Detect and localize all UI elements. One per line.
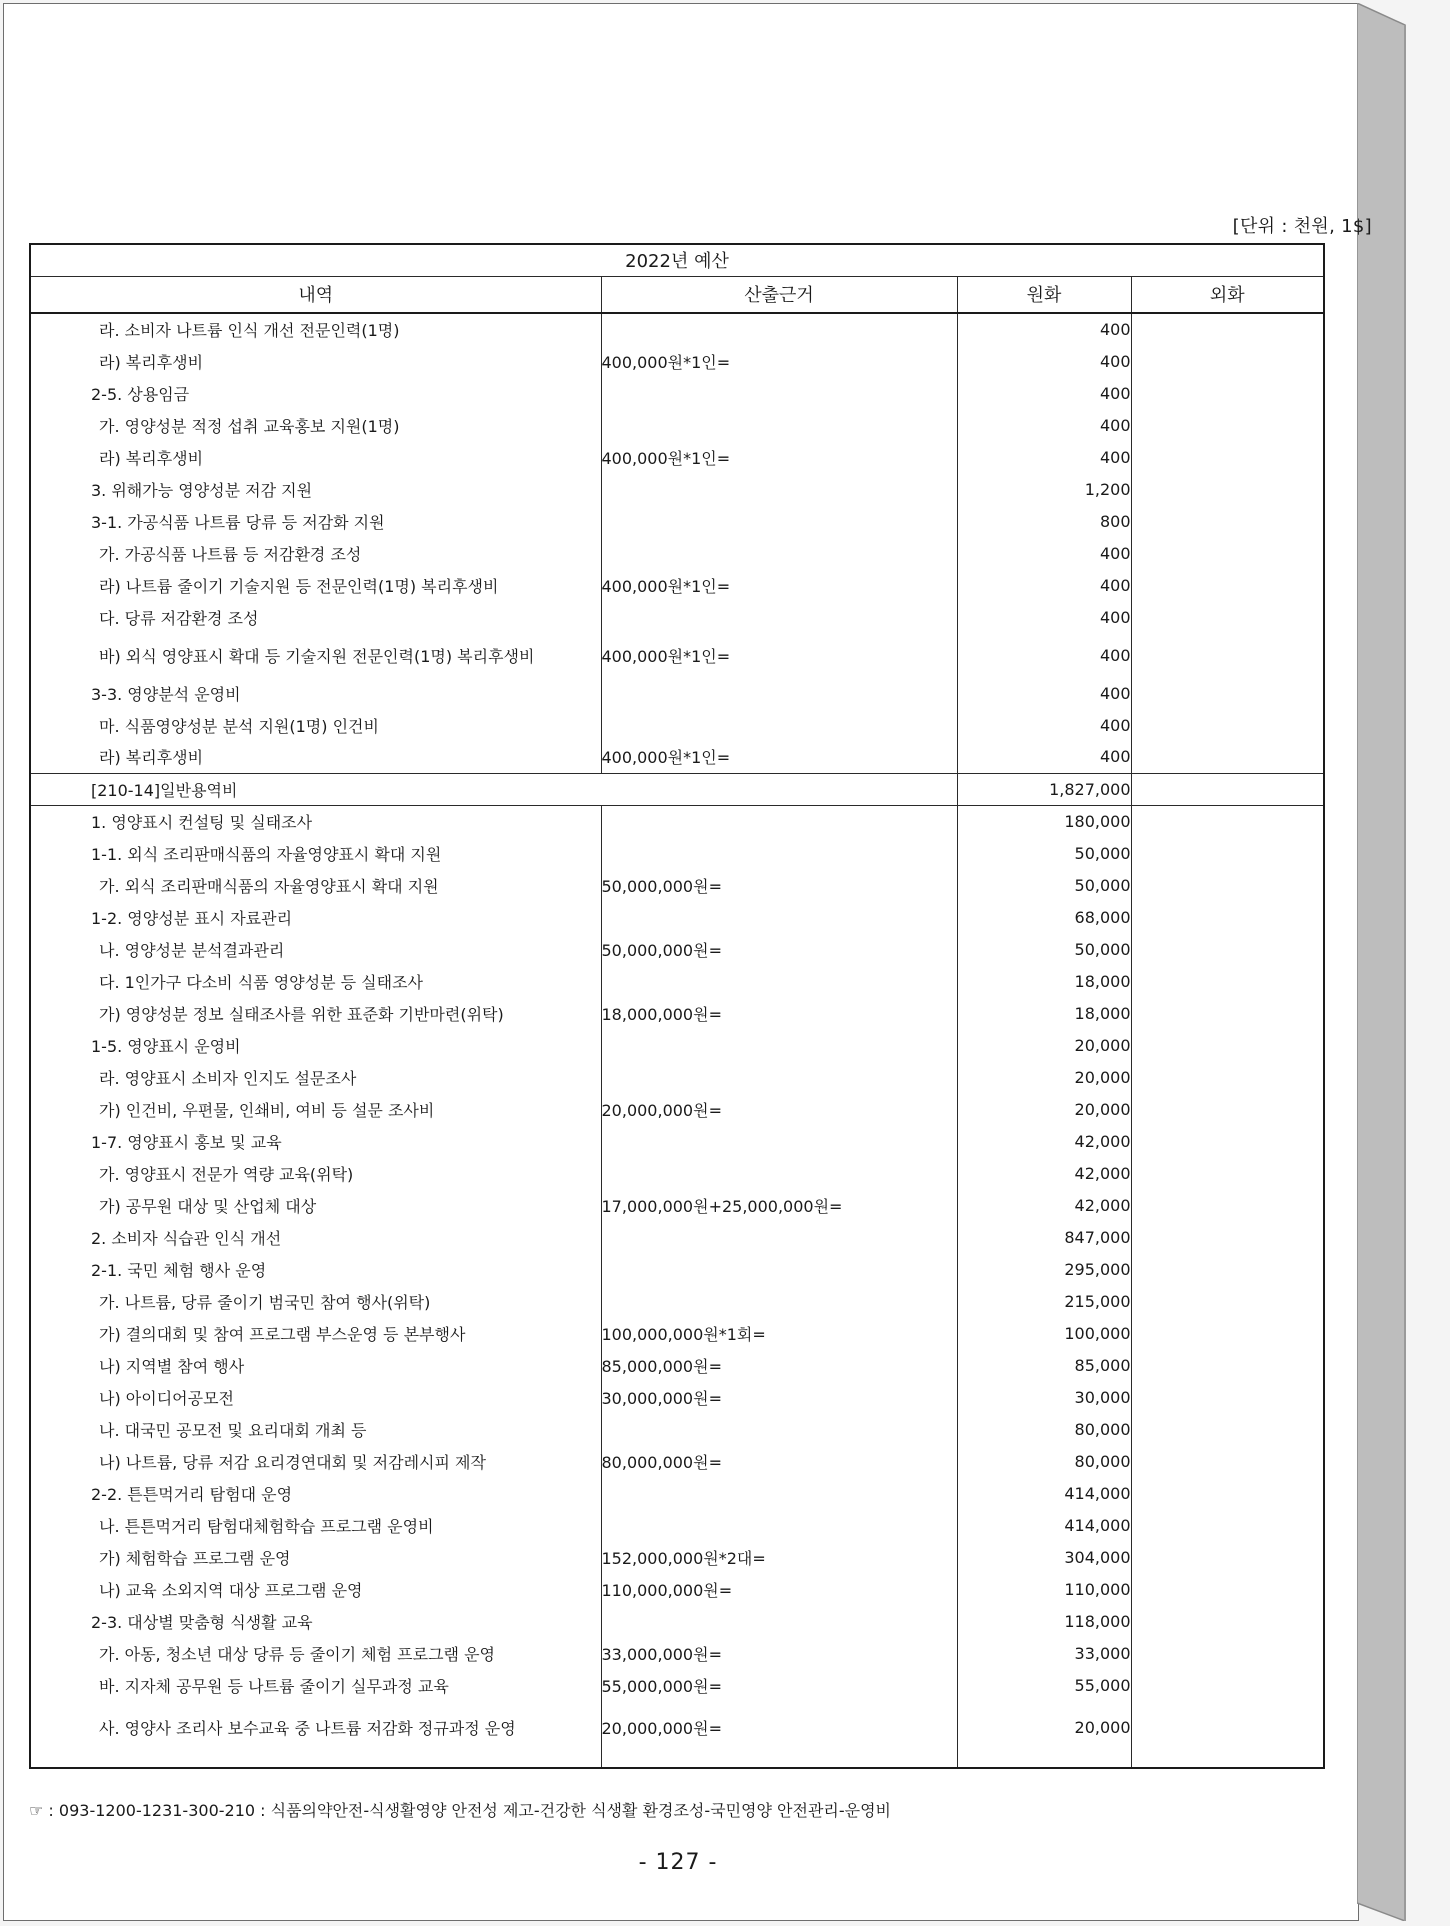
row-basis <box>601 965 957 997</box>
table-row <box>30 1125 1324 1157</box>
table-row <box>30 1285 1324 1317</box>
header-krw: 원화 <box>957 276 1131 313</box>
table-row <box>30 633 1324 677</box>
row-item: 바) 외식 영양표시 확대 등 기술지원 전문인력(1명) 복리후생비 <box>30 633 601 677</box>
row-krw-amount: 85,000 <box>957 1349 1131 1381</box>
table-row <box>30 1477 1324 1509</box>
row-krw-amount: 55,000 <box>957 1669 1131 1701</box>
row-fx-amount <box>1131 313 1324 345</box>
row-krw-amount: 295,000 <box>957 1253 1131 1285</box>
row-fx-amount <box>1131 1189 1324 1221</box>
row-krw-amount: 400 <box>957 709 1131 741</box>
table-row <box>30 1157 1324 1189</box>
row-fx-amount <box>1131 633 1324 677</box>
table-row <box>30 677 1324 709</box>
row-item: [210-14]일반용역비 <box>30 773 601 805</box>
row-krw-amount: 33,000 <box>957 1637 1131 1669</box>
table-row <box>30 473 1324 505</box>
row-fx-amount <box>1131 345 1324 377</box>
table-row <box>30 997 1324 1029</box>
row-fx-amount <box>1131 537 1324 569</box>
row-fx-amount <box>1131 1061 1324 1093</box>
row-krw-amount: 304,000 <box>957 1541 1131 1573</box>
row-basis <box>601 805 957 837</box>
row-basis <box>601 1477 957 1509</box>
budget-table <box>29 243 1325 1769</box>
table-row <box>30 965 1324 997</box>
row-item: 2-5. 상용임금 <box>30 377 601 409</box>
row-basis <box>601 1509 957 1541</box>
row-fx-amount <box>1131 837 1324 869</box>
row-basis: 400,000원*1인= <box>601 741 957 773</box>
row-krw-amount: 20,000 <box>957 1061 1131 1093</box>
row-basis: 50,000,000원= <box>601 933 957 965</box>
table-row <box>30 901 1324 933</box>
row-item: 나. 튼튼먹거리 탐험대체험학습 프로그램 운영비 <box>30 1509 601 1541</box>
page-number: - 127 - <box>638 1850 718 1875</box>
row-fx-amount <box>1131 1381 1324 1413</box>
row-item: 1-2. 영양성분 표시 자료관리 <box>30 901 601 933</box>
row-item: 사. 영양사 조리사 보수교육 중 나트륨 저감화 정규과정 운영 <box>30 1701 601 1753</box>
row-basis: 152,000,000원*2대= <box>601 1541 957 1573</box>
row-basis <box>601 1285 957 1317</box>
row-krw-amount: 800 <box>957 505 1131 537</box>
row-krw-amount: 400 <box>957 537 1131 569</box>
row-basis: 400,000원*1인= <box>601 345 957 377</box>
table-row <box>30 1061 1324 1093</box>
table-row <box>30 1189 1324 1221</box>
row-krw-amount: 400 <box>957 601 1131 633</box>
row-item: 라) 나트륨 줄이기 기술지원 등 전문인력(1명) 복리후생비 <box>30 569 601 601</box>
row-krw-amount: 80,000 <box>957 1445 1131 1477</box>
row-basis <box>601 1029 957 1061</box>
row-fx-amount <box>1131 1701 1324 1753</box>
row-item: 1-1. 외식 조리판매식품의 자율영양표시 확대 지원 <box>30 837 601 869</box>
row-fx-amount <box>1131 1253 1324 1285</box>
row-fx-amount <box>1131 869 1324 901</box>
row-basis <box>601 1413 957 1445</box>
table-row <box>30 1029 1324 1061</box>
table-row <box>30 1509 1324 1541</box>
row-krw-amount: 50,000 <box>957 869 1131 901</box>
filler-cell <box>601 1753 957 1768</box>
row-fx-amount <box>1131 1093 1324 1125</box>
row-item: 1-5. 영양표시 운영비 <box>30 1029 601 1061</box>
row-item: 바. 지자체 공무원 등 나트륨 줄이기 실무과정 교육 <box>30 1669 601 1701</box>
row-krw-amount: 20,000 <box>957 1701 1131 1753</box>
row-item: 라) 복리후생비 <box>30 345 601 377</box>
table-row <box>30 933 1324 965</box>
row-item: 다. 당류 저감환경 조성 <box>30 601 601 633</box>
row-fx-amount <box>1131 677 1324 709</box>
row-fx-amount <box>1131 741 1324 773</box>
header-fx: 외화 <box>1131 276 1324 313</box>
row-basis <box>601 1157 957 1189</box>
row-item: 가. 나트륨, 당류 줄이기 범국민 참여 행사(위탁) <box>30 1285 601 1317</box>
row-item: 나) 지역별 참여 행사 <box>30 1349 601 1381</box>
row-item: 가. 가공식품 나트륨 등 저감환경 조성 <box>30 537 601 569</box>
table-row <box>30 1349 1324 1381</box>
row-krw-amount: 118,000 <box>957 1605 1131 1637</box>
page-edge-shadow <box>1357 3 1421 1921</box>
row-krw-amount: 847,000 <box>957 1221 1131 1253</box>
row-krw-amount: 414,000 <box>957 1509 1131 1541</box>
row-krw-amount: 400 <box>957 377 1131 409</box>
row-fx-amount <box>1131 997 1324 1029</box>
row-krw-amount: 414,000 <box>957 1477 1131 1509</box>
row-krw-amount: 50,000 <box>957 837 1131 869</box>
table-row <box>30 837 1324 869</box>
row-item: 라. 영양표시 소비자 인지도 설문조사 <box>30 1061 601 1093</box>
row-basis: 110,000,000원= <box>601 1573 957 1605</box>
row-basis <box>601 505 957 537</box>
row-basis: 100,000,000원*1회= <box>601 1317 957 1349</box>
row-fx-amount <box>1131 377 1324 409</box>
row-basis: 20,000,000원= <box>601 1093 957 1125</box>
row-basis <box>601 1125 957 1157</box>
table-row <box>30 409 1324 441</box>
row-fx-amount <box>1131 1605 1324 1637</box>
row-basis: 400,000원*1인= <box>601 441 957 473</box>
header-basis: 산출근거 <box>601 276 957 313</box>
row-item: 가) 결의대회 및 참여 프로그램 부스운영 등 본부행사 <box>30 1317 601 1349</box>
row-fx-amount <box>1131 1285 1324 1317</box>
table-row <box>30 709 1324 741</box>
table-row <box>30 1541 1324 1573</box>
filler-cell <box>30 1753 601 1768</box>
row-krw-amount: 42,000 <box>957 1125 1131 1157</box>
row-fx-amount <box>1131 601 1324 633</box>
row-fx-amount <box>1131 709 1324 741</box>
table-filler-row <box>30 1753 1324 1768</box>
row-item: 3. 위해가능 영양성분 저감 지원 <box>30 473 601 505</box>
table-row <box>30 1605 1324 1637</box>
table-row <box>30 741 1324 773</box>
row-krw-amount: 18,000 <box>957 997 1131 1029</box>
row-basis: 80,000,000원= <box>601 1445 957 1477</box>
table-row <box>30 537 1324 569</box>
row-fx-amount <box>1131 901 1324 933</box>
row-krw-amount: 18,000 <box>957 965 1131 997</box>
row-basis <box>601 1605 957 1637</box>
row-fx-amount <box>1131 773 1324 805</box>
row-basis: 17,000,000원+25,000,000원= <box>601 1189 957 1221</box>
row-item: 나. 대국민 공모전 및 요리대회 개최 등 <box>30 1413 601 1445</box>
row-basis <box>601 601 957 633</box>
footnote: ☞ : 093-1200-1231-300-210 : 식품의약안전-식생활영양 안전성 제고-건강한 식생활 환경조성-국민영양 안전관리-운영비 <box>29 1801 892 1820</box>
filler-cell <box>1131 1753 1324 1768</box>
row-krw-amount: 42,000 <box>957 1189 1131 1221</box>
table-row <box>30 505 1324 537</box>
row-fx-amount <box>1131 1637 1324 1669</box>
row-item: 가) 인건비, 우편물, 인쇄비, 여비 등 설문 조사비 <box>30 1093 601 1125</box>
row-fx-amount <box>1131 1413 1324 1445</box>
row-krw-amount: 400 <box>957 633 1131 677</box>
row-fx-amount <box>1131 1541 1324 1573</box>
table-row <box>30 345 1324 377</box>
row-krw-amount: 50,000 <box>957 933 1131 965</box>
row-basis: 400,000원*1인= <box>601 633 957 677</box>
row-krw-amount: 400 <box>957 569 1131 601</box>
table-row <box>30 1413 1324 1445</box>
row-fx-amount <box>1131 1669 1324 1701</box>
row-basis <box>601 837 957 869</box>
table-section-row <box>30 773 1324 805</box>
row-basis: 18,000,000원= <box>601 997 957 1029</box>
row-item: 1-7. 영양표시 홍보 및 교육 <box>30 1125 601 1157</box>
row-item: 가) 공무원 대상 및 산업체 대상 <box>30 1189 601 1221</box>
row-item: 마. 식품영양성분 분석 지원(1명) 인건비 <box>30 709 601 741</box>
row-krw-amount: 400 <box>957 409 1131 441</box>
row-fx-amount <box>1131 473 1324 505</box>
row-krw-amount: 68,000 <box>957 901 1131 933</box>
row-item: 가. 외식 조리판매식품의 자율영양표시 확대 지원 <box>30 869 601 901</box>
row-item: 나) 나트륨, 당류 저감 요리경연대회 및 저감레시피 제작 <box>30 1445 601 1477</box>
table-row <box>30 1573 1324 1605</box>
row-item: 1. 영양표시 컨설팅 및 실태조사 <box>30 805 601 837</box>
row-fx-amount <box>1131 1221 1324 1253</box>
row-fx-amount <box>1131 1445 1324 1477</box>
row-basis <box>601 773 957 805</box>
row-fx-amount <box>1131 1317 1324 1349</box>
row-fx-amount <box>1131 409 1324 441</box>
row-basis <box>601 537 957 569</box>
row-krw-amount: 1,200 <box>957 473 1131 505</box>
row-basis: 400,000원*1인= <box>601 569 957 601</box>
row-item: 2-1. 국민 체험 행사 운영 <box>30 1253 601 1285</box>
row-basis: 20,000,000원= <box>601 1701 957 1753</box>
row-fx-amount <box>1131 1349 1324 1381</box>
table-row <box>30 869 1324 901</box>
row-item: 2-3. 대상별 맞춤형 식생활 교육 <box>30 1605 601 1637</box>
row-krw-amount: 20,000 <box>957 1029 1131 1061</box>
row-item: 나. 영양성분 분석결과관리 <box>30 933 601 965</box>
row-item: 라. 소비자 나트륨 인식 개선 전문인력(1명) <box>30 313 601 345</box>
row-item: 라) 복리후생비 <box>30 741 601 773</box>
row-basis: 55,000,000원= <box>601 1669 957 1701</box>
row-krw-amount: 180,000 <box>957 805 1131 837</box>
row-basis <box>601 409 957 441</box>
table-row <box>30 1381 1324 1413</box>
row-krw-amount: 100,000 <box>957 1317 1131 1349</box>
row-krw-amount: 400 <box>957 313 1131 345</box>
table-row <box>30 1093 1324 1125</box>
row-item: 가) 체험학습 프로그램 운영 <box>30 1541 601 1573</box>
row-basis: 85,000,000원= <box>601 1349 957 1381</box>
row-item: 가. 영양표시 전문가 역량 교육(위탁) <box>30 1157 601 1189</box>
row-item: 가. 영양성분 적정 섭취 교육홍보 지원(1명) <box>30 409 601 441</box>
row-item: 나) 교육 소외지역 대상 프로그램 운영 <box>30 1573 601 1605</box>
row-krw-amount: 400 <box>957 441 1131 473</box>
row-krw-amount: 30,000 <box>957 1381 1131 1413</box>
row-basis <box>601 901 957 933</box>
row-fx-amount <box>1131 933 1324 965</box>
row-item: 가) 영양성분 정보 실태조사를 위한 표준화 기반마련(위탁) <box>30 997 601 1029</box>
row-basis <box>601 377 957 409</box>
filler-cell <box>957 1753 1131 1768</box>
row-fx-amount <box>1131 1157 1324 1189</box>
row-krw-amount: 42,000 <box>957 1157 1131 1189</box>
row-item: 가. 아동, 청소년 대상 당류 등 줄이기 체험 프로그램 운영 <box>30 1637 601 1669</box>
table-row <box>30 1253 1324 1285</box>
row-fx-amount <box>1131 1573 1324 1605</box>
table-row <box>30 601 1324 633</box>
row-krw-amount: 110,000 <box>957 1573 1131 1605</box>
row-item: 2. 소비자 식습관 인식 개선 <box>30 1221 601 1253</box>
row-basis <box>601 709 957 741</box>
table-row <box>30 441 1324 473</box>
row-fx-amount <box>1131 1125 1324 1157</box>
row-krw-amount: 400 <box>957 741 1131 773</box>
row-basis: 30,000,000원= <box>601 1381 957 1413</box>
row-fx-amount <box>1131 965 1324 997</box>
row-fx-amount <box>1131 505 1324 537</box>
table-row <box>30 569 1324 601</box>
row-krw-amount: 400 <box>957 345 1131 377</box>
row-basis <box>601 1221 957 1253</box>
row-krw-amount: 1,827,000 <box>957 773 1131 805</box>
row-basis <box>601 473 957 505</box>
table-row <box>30 1221 1324 1253</box>
table-title: 2022년 예산 <box>30 244 1324 276</box>
table-row <box>30 313 1324 345</box>
row-fx-amount <box>1131 805 1324 837</box>
row-krw-amount: 400 <box>957 677 1131 709</box>
table-row <box>30 1445 1324 1477</box>
row-fx-amount <box>1131 441 1324 473</box>
row-basis <box>601 313 957 345</box>
row-basis: 50,000,000원= <box>601 869 957 901</box>
row-krw-amount: 80,000 <box>957 1413 1131 1445</box>
row-basis: 33,000,000원= <box>601 1637 957 1669</box>
table-row <box>30 1637 1324 1669</box>
row-item: 다. 1인가구 다소비 식품 영양성분 등 실태조사 <box>30 965 601 997</box>
row-basis <box>601 1061 957 1093</box>
table-row <box>30 1317 1324 1349</box>
table-row <box>30 1669 1324 1701</box>
unit-note: [단위 : 천원, 1$] <box>1232 216 1372 237</box>
row-basis <box>601 1253 957 1285</box>
row-item: 나) 아이디어공모전 <box>30 1381 601 1413</box>
row-fx-amount <box>1131 569 1324 601</box>
row-item: 라) 복리후생비 <box>30 441 601 473</box>
row-krw-amount: 20,000 <box>957 1093 1131 1125</box>
table-row <box>30 377 1324 409</box>
row-item: 3-1. 가공식품 나트륨 당류 등 저감화 지원 <box>30 505 601 537</box>
row-basis <box>601 677 957 709</box>
header-item: 내역 <box>30 276 601 313</box>
table-row <box>30 805 1324 837</box>
row-fx-amount <box>1131 1509 1324 1541</box>
row-item: 3-3. 영양분석 운영비 <box>30 677 601 709</box>
row-fx-amount <box>1131 1029 1324 1061</box>
row-fx-amount <box>1131 1477 1324 1509</box>
row-item: 2-2. 튼튼먹거리 탐험대 운영 <box>30 1477 601 1509</box>
row-krw-amount: 215,000 <box>957 1285 1131 1317</box>
table-row <box>30 1701 1324 1753</box>
